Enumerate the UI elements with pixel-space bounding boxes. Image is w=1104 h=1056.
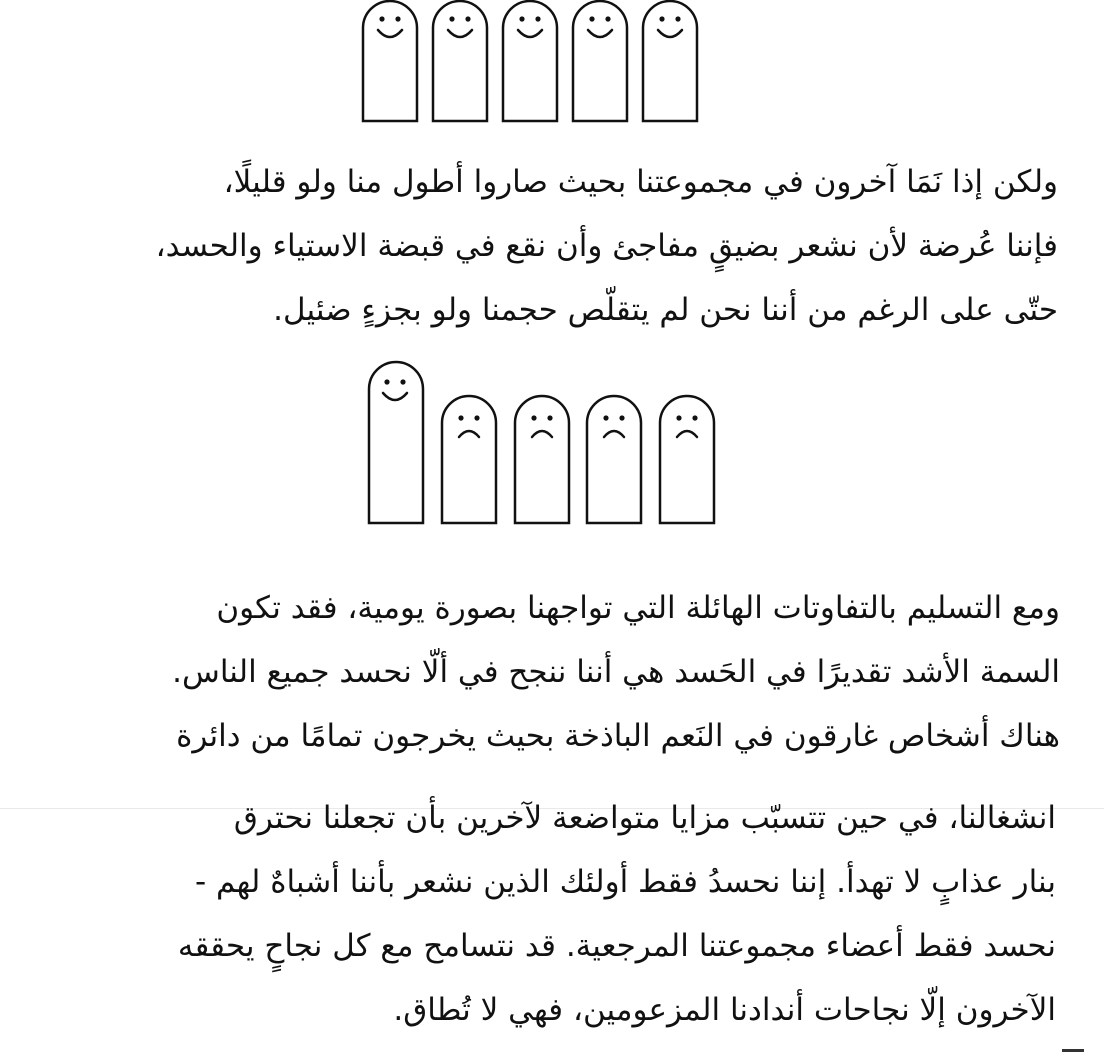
corner-mark — [1062, 1049, 1084, 1052]
frowning-finger — [660, 396, 714, 523]
text-line: ولكن إذا نَمَا آخرون في مجموعتنا بحيث صاروا أطول منا ولو قليلًا، — [223, 164, 1058, 200]
text-line: السمة الأشد تقديرًا في الحَسد هي أننا ننجح في ألّا نحسد جميع الناس. — [172, 654, 1060, 690]
smiling-finger — [433, 1, 487, 121]
frowning-finger — [587, 396, 641, 523]
text-line: هناك أشخاص غارقون في النَعم الباذخة بحيث يخرجون تمامًا من دائرة — [176, 718, 1060, 754]
text-line: حتّى على الرغم من أننا نحن لم يتقلّص حجمنا ولو بجزءٍ ضئيل. — [273, 292, 1058, 328]
unequal-fingers-illustration — [0, 355, 1104, 530]
smiling-finger — [643, 1, 697, 121]
equal-fingers-illustration — [0, 0, 1104, 130]
paragraph-disparities — [36, 576, 1060, 768]
text-line: انشغالنا، في حين تتسبّب مزايا متواضعة لآخرين بأن تجعلنا نحترق — [233, 800, 1056, 836]
smiling-finger — [503, 1, 557, 121]
text-line: فإننا عُرضة لأن نشعر بضيقٍ مفاجئ وأن نقع في قبضة الاستياء والحسد، — [155, 228, 1058, 264]
paragraph-reference-group — [24, 786, 1056, 1042]
text-line: بنار عذابٍ لا تهدأ. إننا نحسدُ فقط أولئك الذين نشعر بأننا أشباهٌ لهم - — [194, 864, 1056, 900]
paragraph-growth-envy — [24, 150, 1058, 342]
frowning-finger — [442, 396, 496, 523]
smiling-finger — [573, 1, 627, 121]
text-line: الآخرون إلّا نجاحات أندادنا المزعومين، فهي لا تُطاق. — [393, 992, 1056, 1028]
text-line: ومع التسليم بالتفاوتات الهائلة التي تواجهنا بصورة يومية، فقد تكون — [216, 590, 1060, 626]
frowning-finger — [515, 396, 569, 523]
smiling-finger — [363, 1, 417, 121]
tall-smiling-finger — [369, 362, 423, 523]
text-line: نحسد فقط أعضاء مجموعتنا المرجعية. قد نتسامح مع كل نجاحٍ يحققه — [177, 928, 1056, 964]
